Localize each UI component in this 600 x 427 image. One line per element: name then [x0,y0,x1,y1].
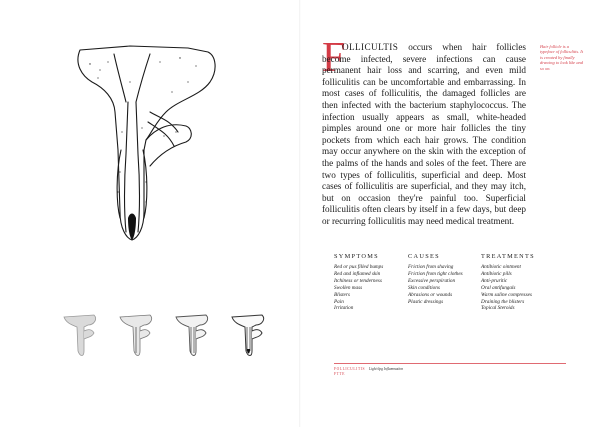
list-item: Red or pus filled bumps [334,264,384,270]
list-item: Skin conditions [408,284,440,291]
follicle-letter-f-illustration [60,42,220,252]
lead-word: OLLICULTIS [342,42,399,52]
symptoms-heading: SYMPTOMS [334,253,379,260]
list-item: Anti-pruritic [481,277,508,284]
follicle-thumb-1 [62,313,98,359]
causes-heading: CAUSES [408,253,440,260]
list-item: Blisters [334,291,350,298]
list-item: Antibiotic ointment [481,264,521,270]
list-item: Pain [334,298,344,305]
list-item: Abrasions or wounds [408,291,453,298]
list-item: Antibiotic pills [481,270,512,277]
list-item: Friction from tight clothes [408,270,463,277]
list-item: Plastic dressings [408,298,444,305]
list-item: Draining the blisters [481,298,525,305]
list-item: Irritation [334,305,354,312]
footer-rule [334,363,566,364]
body-paragraph: occurs when hair follicles become infected, severe infections can cause permanent hair loss and scarring, and even mild folliculitis can be uncomfortable and embarrassing. In most cases of folliculitis, the damaged follicles are then infected with the bacterium staphylococcus. The infection usually appears as small, white-headed pimples around one or more hair follicles the tiny pockets from which each hair grows. The condition may occur anywhere on the skin with the exception of the palms of the hands and soles of the feet. There are two types of folliculitis, superficial and deep. Most cases of folliculitis are superficial, and they may itch, but on occasion they're painful too. Superficial folliculitis often clears by itself in a few days, but deep or recurring folliculitis may need medical treatment. [322,42,526,226]
follicle-thumb-2 [118,313,154,359]
list-item: Red and inflamed skin [334,270,381,277]
follicle-variations-strip [62,313,282,363]
treatments-column [481,253,551,312]
causes-column [408,253,478,305]
page-gutter [299,0,301,427]
list-item: Swollen mass [334,284,363,291]
list-item: Excessive perspiration [408,277,456,284]
margin-note: Hair follicle is a typeface of folliculitis. It is created by finally drawing to look like and so on. [540,44,583,71]
drop-cap: F [322,35,346,81]
article-body [322,42,526,228]
list-item: Oral antifungals [481,284,516,291]
list-item: Itchiness or tenderness [334,277,382,284]
follicle-thumb-3 [174,313,210,359]
list-item: Friction from shaving [408,264,454,270]
footer-text: Light 6pg Inflammation [369,367,404,371]
follicle-thumb-4 [230,313,266,359]
list-item: Warm saline compresses [481,291,532,298]
treatments-heading: TREATMENTS [481,253,535,260]
footer-label: FOLLICULITIS FTTE [334,367,366,376]
symptoms-column [334,253,404,312]
list-item: Topical Steroids [481,305,515,312]
